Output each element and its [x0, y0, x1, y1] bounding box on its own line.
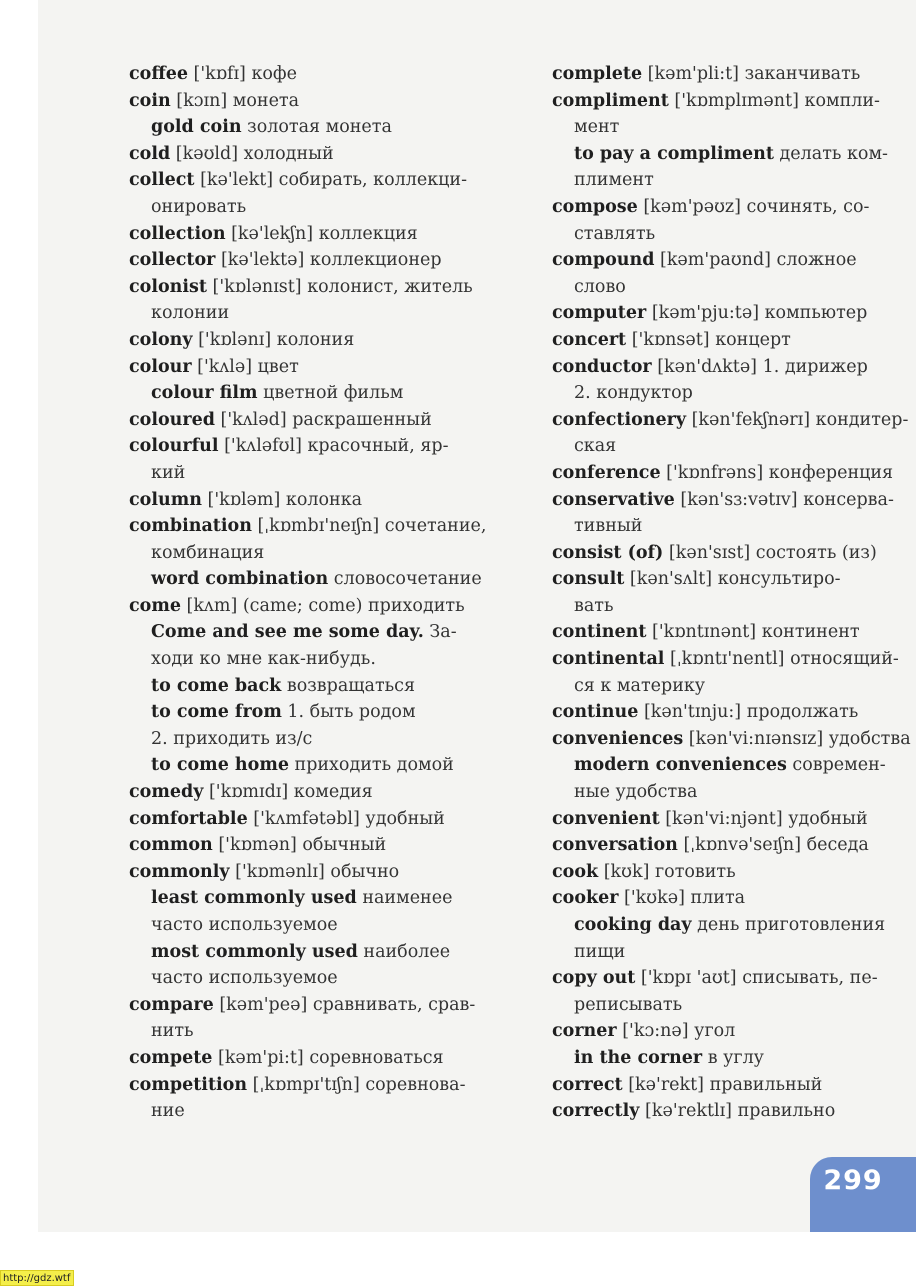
- translation: 1. быть родом: [281, 702, 416, 723]
- entry-line: [129, 859, 501, 886]
- transcription: [kəm'pju:tə]: [646, 303, 760, 324]
- page-number: 299: [823, 1165, 883, 1196]
- headword: complete: [552, 64, 643, 84]
- entry-line: [129, 992, 501, 1019]
- entry-line: [129, 1018, 501, 1045]
- headword: compare: [129, 994, 214, 1015]
- entry-line: [129, 460, 501, 487]
- transcription: [kən'sɜ:vətɪv]: [674, 489, 798, 510]
- entry-line: [552, 1098, 916, 1125]
- entry-line: [129, 806, 501, 833]
- entry-line: [129, 885, 501, 912]
- headword: column: [129, 489, 202, 510]
- translation: компьютер: [759, 303, 868, 324]
- transcription: [kən'dʌktə]: [651, 356, 757, 377]
- transcription: [kən'sʌlt]: [624, 569, 713, 590]
- translation: консультиро-: [712, 569, 841, 590]
- entry-line: [129, 221, 501, 248]
- transcription: ['kɒmplɪmənt]: [668, 90, 799, 111]
- entry-line: [129, 1098, 501, 1125]
- headword: comfortable: [129, 808, 248, 829]
- transcription: ['kɔ:nə]: [616, 1021, 689, 1042]
- translation: коллекция: [313, 223, 418, 244]
- entry-line: [129, 407, 501, 434]
- headword: colourful: [129, 436, 219, 457]
- headword: compose: [552, 196, 638, 217]
- transcription: [kən'sɪst]: [663, 542, 751, 563]
- watermark-link[interactable]: http://gdz.wtf: [0, 1270, 74, 1286]
- entry-line: [552, 194, 916, 221]
- headword: commonly: [129, 861, 230, 882]
- entry-line: [552, 300, 916, 327]
- headword: compound: [552, 250, 655, 271]
- transcription: ['kɒmənlɪ]: [229, 861, 325, 882]
- entry-line: [552, 460, 916, 487]
- translation: сложное: [770, 250, 857, 271]
- translation: возвращаться: [281, 675, 416, 696]
- translation: плита: [684, 888, 746, 909]
- headword: collector: [129, 250, 216, 271]
- entry-line: [129, 619, 501, 646]
- translation: делать ком-: [773, 143, 888, 164]
- entry-line: [552, 540, 916, 567]
- translation: За-: [423, 622, 457, 643]
- entry-line: [552, 992, 916, 1019]
- translation: угол: [688, 1021, 736, 1042]
- headword: gold coin: [151, 117, 242, 138]
- translation: цвет: [252, 356, 299, 377]
- translation: соревноваться: [303, 1047, 444, 1068]
- transcription: [kəm'pəʊz]: [637, 196, 741, 217]
- entry-line: [129, 487, 501, 514]
- entry-line: [552, 247, 916, 274]
- entry-line: [129, 699, 501, 726]
- headword: combination: [129, 516, 252, 537]
- transcription: [kɔɪn]: [170, 90, 228, 111]
- translation: вать: [574, 595, 614, 616]
- translation: монета: [227, 90, 300, 111]
- translation: раскрашенный: [286, 409, 432, 430]
- translation: часто используемое: [151, 915, 338, 935]
- transcription: [kən'vi:nɪənsɪz]: [683, 728, 824, 749]
- translation: наиболее: [357, 941, 451, 962]
- headword: cooking day: [574, 915, 692, 935]
- headword: conservative: [552, 489, 675, 510]
- translation: в углу: [702, 1047, 764, 1068]
- headword: correct: [552, 1074, 623, 1095]
- translation: сочетание,: [379, 516, 487, 537]
- entry-line: [129, 673, 501, 700]
- transcription: ['kɒnsət]: [626, 329, 710, 350]
- entry-line: [129, 1072, 501, 1099]
- entry-line: [552, 939, 916, 966]
- translation: колонии: [151, 303, 230, 324]
- translation: часто используемое: [151, 968, 338, 989]
- transcription: [kən'vi:njənt]: [659, 808, 783, 829]
- entry-line: [552, 752, 916, 779]
- translation: обычный: [296, 835, 387, 856]
- transcription: ['kɒntɪnənt]: [646, 622, 757, 643]
- transcription: [kəm'peə]: [213, 994, 308, 1015]
- transcription: ['kɒlənɪ]: [192, 329, 272, 350]
- entry-line: [129, 354, 501, 381]
- entry-line: [129, 726, 501, 753]
- headword: confectionery: [552, 409, 687, 430]
- translation: словосочетание: [328, 569, 482, 590]
- headword: Come and see me some day.: [151, 622, 424, 643]
- transcription: [kə'rektlɪ]: [639, 1101, 733, 1122]
- headword: modern conveniences: [574, 755, 787, 776]
- translation: кий: [151, 462, 186, 483]
- translation: конференция: [763, 462, 894, 483]
- transcription: [kəm'paʊnd]: [654, 250, 771, 271]
- entry-line: [552, 885, 916, 912]
- entry-line: [129, 141, 501, 168]
- entry-line: [552, 726, 916, 753]
- headword: compete: [129, 1047, 213, 1068]
- translation: ставлять: [574, 223, 656, 244]
- headword: continue: [552, 702, 639, 723]
- translation: мент: [574, 117, 620, 138]
- entry-line: [552, 380, 916, 407]
- transcription: ['kɒnfrəns]: [660, 462, 764, 483]
- translation: продолжать: [741, 702, 859, 723]
- entry-line: [552, 1045, 916, 1072]
- headword: to come from: [151, 702, 282, 723]
- entry-line: [552, 141, 916, 168]
- entry-line: [129, 1045, 501, 1072]
- entry-line: [129, 752, 501, 779]
- headword: convenient: [552, 808, 660, 829]
- entry-line: [129, 646, 501, 673]
- entry-line: [129, 939, 501, 966]
- translation: ние: [151, 1101, 185, 1122]
- entry-line: [129, 779, 501, 806]
- entry-line: [552, 912, 916, 939]
- entry-line: [552, 433, 916, 460]
- headword: cook: [552, 861, 599, 882]
- translation: 1. дирижер: [757, 356, 868, 377]
- translation: наименее: [356, 888, 453, 909]
- entry-line: [552, 274, 916, 301]
- translation: ская: [574, 436, 617, 457]
- entry-line: [129, 566, 501, 593]
- transcription: [kən'tɪnju:]: [638, 702, 742, 723]
- headword: compliment: [552, 90, 669, 111]
- entry-line: [552, 779, 916, 806]
- translation: холодный: [238, 143, 334, 164]
- transcription: [kə'rekt]: [622, 1074, 705, 1095]
- translation: удобный: [359, 808, 445, 829]
- entry-line: [129, 300, 501, 327]
- headword: in the corner: [574, 1047, 703, 1068]
- headword: conveniences: [552, 728, 684, 749]
- headword: computer: [552, 303, 647, 324]
- entry-line: [552, 619, 916, 646]
- entry-line: [129, 88, 501, 115]
- scan-margin: [0, 0, 38, 1232]
- translation: ные удобства: [574, 782, 698, 803]
- entry-line: [129, 274, 501, 301]
- entry-line: [552, 114, 916, 141]
- headword: conversation: [552, 835, 678, 856]
- transcription: ['kʊkə]: [618, 888, 685, 909]
- translation: беседа: [801, 835, 869, 856]
- translation: приходить домой: [288, 755, 454, 776]
- translation: кофе: [245, 64, 297, 84]
- translation: день приготовления: [691, 915, 886, 935]
- page-number-tab: [810, 1157, 916, 1232]
- left-column: [129, 61, 501, 1125]
- transcription: [kəʊld]: [170, 143, 239, 164]
- headword: comedy: [129, 782, 204, 803]
- dictionary-page: [38, 0, 916, 1232]
- entry-line: [129, 965, 501, 992]
- translation: онировать: [151, 196, 247, 217]
- headword: copy out: [552, 968, 636, 989]
- headword: colour film: [151, 383, 258, 404]
- transcription: [kəm'pi:t]: [212, 1047, 304, 1068]
- entry-line: [129, 247, 501, 274]
- entry-line: [552, 61, 916, 88]
- translation: реписывать: [574, 994, 683, 1015]
- translation: компли-: [798, 90, 880, 111]
- transcription: [kə'lekʃn]: [225, 223, 314, 244]
- headword: corner: [552, 1021, 617, 1042]
- translation: относящий-: [784, 649, 899, 670]
- translation: ходи ко мне как-нибудь.: [151, 649, 376, 670]
- headword: continent: [552, 622, 647, 643]
- headword: to come home: [151, 755, 289, 776]
- transcription: [kʊk]: [598, 861, 650, 882]
- transcription: [ˌkɒnvə'seɪʃn]: [677, 835, 802, 856]
- headword: cooker: [552, 888, 619, 909]
- entry-line: [552, 167, 916, 194]
- entry-line: [552, 566, 916, 593]
- transcription: ['kʌmfətəbl]: [247, 808, 360, 829]
- entry-line: [552, 487, 916, 514]
- entry-line: [129, 540, 501, 567]
- headword: colour: [129, 356, 192, 377]
- translation: колония: [271, 329, 355, 350]
- headword: cold: [129, 143, 171, 164]
- entry-line: [552, 221, 916, 248]
- transcription: [kə'lektə]: [215, 250, 305, 271]
- translation: консерва-: [797, 489, 894, 510]
- entry-line: [552, 354, 916, 381]
- translation: комедия: [288, 782, 373, 803]
- translation: обычно: [324, 861, 400, 882]
- translation: слово: [574, 276, 626, 297]
- entry-line: [552, 965, 916, 992]
- transcription: ['kɒmɪdɪ]: [203, 782, 289, 803]
- translation: концерт: [709, 329, 791, 350]
- entry-line: [552, 832, 916, 859]
- translation: удобный: [782, 808, 868, 829]
- translation: коллекционер: [304, 250, 442, 271]
- translation: 2. кондуктор: [574, 383, 693, 404]
- entry-line: [552, 699, 916, 726]
- headword: consult: [552, 569, 625, 590]
- entry-line: [129, 61, 501, 88]
- headword: most commonly used: [151, 941, 358, 962]
- translation: правильный: [704, 1074, 823, 1095]
- translation: колонка: [280, 489, 363, 510]
- translation: красочный, яр-: [301, 436, 449, 457]
- headword: consist (of): [552, 542, 664, 563]
- headword: to come back: [151, 675, 282, 696]
- entry-line: [552, 859, 916, 886]
- right-column: [552, 61, 916, 1125]
- entry-line: [129, 593, 501, 620]
- headword: common: [129, 835, 213, 856]
- headword: colonist: [129, 276, 207, 297]
- entry-line: [552, 673, 916, 700]
- transcription: ['kʌləfʊl]: [218, 436, 302, 457]
- headword: collection: [129, 223, 226, 244]
- entry-line: [129, 912, 501, 939]
- headword: coloured: [129, 409, 215, 430]
- translation: списывать, пе-: [736, 968, 878, 989]
- transcription: [ˌkɒntɪ'nentl]: [664, 649, 785, 670]
- headword: least commonly used: [151, 888, 357, 909]
- headword: conductor: [552, 356, 652, 377]
- entry-line: [552, 646, 916, 673]
- headword: to pay a compliment: [574, 143, 774, 164]
- scan-bottom-margin: [0, 1232, 916, 1287]
- entry-line: [552, 407, 916, 434]
- translation: соревнова-: [359, 1074, 466, 1095]
- headword: collect: [129, 170, 195, 191]
- headword: continental: [552, 649, 665, 670]
- transcription: [ˌkɒmbɪ'neɪʃn]: [251, 516, 380, 537]
- entry-line: [552, 1072, 916, 1099]
- transcription: ['kʌləd]: [214, 409, 287, 430]
- entry-line: [552, 513, 916, 540]
- entry-line: [552, 1018, 916, 1045]
- translation: колонист, житель: [301, 276, 473, 297]
- entry-line: [129, 327, 501, 354]
- headword: word combination: [151, 569, 329, 590]
- transcription: ['kɒləm]: [201, 489, 281, 510]
- headword: coin: [129, 90, 171, 111]
- translation: пищи: [574, 941, 626, 962]
- entry-line: [129, 167, 501, 194]
- transcription: [kə'lekt]: [194, 170, 274, 191]
- transcription: ['kɒmən]: [212, 835, 297, 856]
- translation: (came; come) приходить: [237, 595, 465, 616]
- transcription: [kən'fekʃnərɪ]: [686, 409, 811, 430]
- transcription: ['kɒlənɪst]: [206, 276, 302, 297]
- transcription: ['kɒpɪ 'aʊt]: [635, 968, 737, 989]
- translation: континент: [756, 622, 860, 643]
- headword: coffee: [129, 64, 188, 84]
- translation: сравнивать, срав-: [307, 994, 476, 1015]
- translation: нить: [151, 1021, 194, 1042]
- translation: ся к материку: [574, 675, 706, 696]
- translation: кондитер-: [810, 409, 909, 430]
- headword: competition: [129, 1074, 248, 1095]
- translation: заканчивать: [739, 64, 861, 84]
- transcription: ['kɒfɪ]: [187, 64, 246, 84]
- entry-line: [129, 114, 501, 141]
- entry-line: [552, 88, 916, 115]
- entry-line: [129, 194, 501, 221]
- headword: conference: [552, 462, 661, 483]
- entry-line: [552, 593, 916, 620]
- translation: сочинять, со-: [740, 196, 870, 217]
- translation: плимент: [574, 170, 654, 191]
- translation: тивный: [574, 516, 643, 537]
- entry-line: [129, 513, 501, 540]
- translation: удобства: [823, 728, 911, 749]
- entry-line: [129, 832, 501, 859]
- headword: come: [129, 595, 181, 616]
- transcription: [ˌkɒmpɪ'tɪʃn]: [247, 1074, 360, 1095]
- translation: комбинация: [151, 542, 265, 563]
- translation: правильно: [732, 1101, 836, 1122]
- translation: 2. приходить из/с: [151, 728, 313, 749]
- translation: золотая монета: [241, 117, 392, 138]
- translation: готовить: [649, 861, 736, 882]
- translation: современ-: [786, 755, 886, 776]
- translation: собирать, коллекци-: [273, 170, 467, 191]
- translation: состоять (из): [750, 542, 877, 563]
- headword: correctly: [552, 1101, 640, 1122]
- transcription: [kəm'pli:t]: [642, 64, 740, 84]
- entry-line: [552, 806, 916, 833]
- headword: colony: [129, 329, 193, 350]
- entry-line: [129, 433, 501, 460]
- translation: цветной фильм: [257, 383, 404, 404]
- headword: concert: [552, 329, 627, 350]
- entry-line: [552, 327, 916, 354]
- entry-line: [129, 380, 501, 407]
- transcription: [kʌm]: [180, 595, 238, 616]
- transcription: ['kʌlə]: [191, 356, 253, 377]
